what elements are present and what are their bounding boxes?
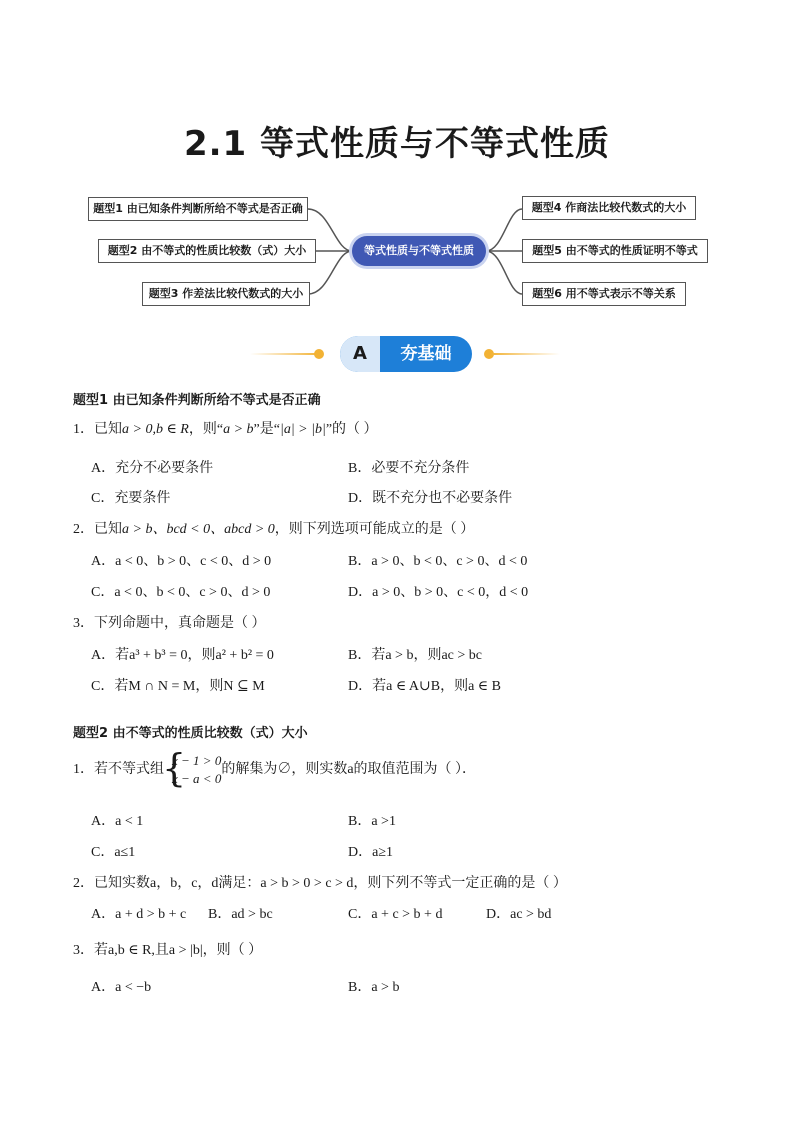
- s1-q1-p: a > b: [223, 422, 254, 437]
- s2-q1-option-c: C．a≤1: [91, 845, 136, 860]
- s1-q2-option-d: D．a > 0、b > 0、c < 0，d < 0: [348, 585, 529, 600]
- mindmap-topic-5: 题型5 由不等式的性质证明不等式: [522, 239, 708, 263]
- banner-label: 夯基础: [400, 344, 452, 364]
- s1-q1-option-b: B．必要不充分条件: [348, 461, 470, 476]
- mindmap-topic-6: 题型6 用不等式表示不等关系: [522, 282, 686, 306]
- s2-q1-option-b: B．a >1: [348, 814, 396, 829]
- s1-q1-mid2: ”是“: [253, 422, 280, 437]
- s2-q2-option-c: C．a + c > b + d: [348, 907, 443, 922]
- s1-q3-option-a: A．若a³ + b³ = 0，则a² + b² = 0: [91, 648, 274, 663]
- mindmap-topic-4: 题型4 作商法比较代数式的大小: [522, 196, 696, 220]
- s1-q2-option-b: B．a > 0、b < 0、c > 0、d < 0: [348, 554, 528, 569]
- inequality-system: [164, 752, 221, 788]
- page-title: 2.1 等式性质与不等式性质: [183, 124, 611, 164]
- s1-q1-option-c: C．充要条件: [91, 491, 171, 506]
- system-line-2: x − a < 0: [172, 771, 222, 786]
- s1-q1-option-d: D．既不充分也不必要条件: [348, 491, 513, 506]
- system-line-1: { x − 1 > 0: [172, 753, 222, 768]
- mindmap-topic-2: 题型2 由不等式的性质比较数（式）大小: [98, 239, 316, 263]
- s2-q2-option-d: D．ac > bd: [486, 907, 552, 922]
- section1-heading: 题型1 由已知条件判断所给不等式是否正确: [73, 393, 321, 408]
- banner-left-dot: [314, 349, 324, 359]
- s1-q2-post: ，则下列选项可能成立的是（ ）: [274, 522, 475, 537]
- s2-q3-stem: 3．若a,b ∈ R,且a > |b|，则（ ）: [73, 943, 263, 958]
- s2-q2-stem: 2．已知实数a，b，c，d满足：a > b > 0 > c > d，则下列不等式一定正确的是（ ）: [73, 876, 567, 891]
- s2-q1-pre: 1．若不等式组: [73, 762, 164, 778]
- s1-q3-option-d: D．若a ∈ A∪B，则a ∈ B: [348, 679, 502, 694]
- banner-left-line: [250, 353, 320, 355]
- mindmap-center: 等式性质与不等式性质: [352, 236, 486, 266]
- s1-q2-cond: a > b、bcd < 0、abcd > 0: [122, 522, 275, 537]
- mindmap-connectors: [0, 0, 794, 320]
- mindmap-topic-1: 题型1 由已知条件判断所给不等式是否正确: [88, 197, 308, 221]
- s2-q2-option-a: A．a + d > b + c: [91, 907, 187, 922]
- s2-q3-option-a: A．a < −b: [91, 980, 152, 995]
- mindmap-topic-3: 题型3 作差法比较代数式的大小: [142, 282, 310, 306]
- banner-letter: A: [340, 336, 380, 372]
- s1-q2-stem: [73, 518, 474, 538]
- s1-q1-stem: [73, 418, 378, 438]
- banner-right-line: [490, 353, 560, 355]
- s1-q1-mid: ，则“: [188, 422, 224, 437]
- s1-q3-stem: 3．下列命题中，真命题是（ ）: [73, 616, 266, 631]
- s2-q2-option-b: B．ad > bc: [208, 907, 273, 922]
- s1-q1-option-a: A．充分不必要条件: [91, 461, 214, 476]
- s1-q2-pre: 2．已知: [73, 522, 122, 537]
- section-banner: [250, 336, 560, 372]
- s1-q1-post: ”的（ ）: [325, 422, 378, 437]
- s2-q1-option-d: D．a≥1: [348, 845, 394, 860]
- s1-q2-option-c: C．a < 0、b < 0、c > 0、d > 0: [91, 585, 271, 600]
- s2-q1-post: 的解集为∅，则实数a的取值范围为（ ）．: [221, 762, 477, 778]
- s2-q1-stem: [73, 752, 476, 788]
- section2-heading: 题型2 由不等式的性质比较数（式）大小: [73, 726, 308, 741]
- s2-q1-option-a: A．a < 1: [91, 814, 144, 829]
- s1-q1-pre: 1．已知: [73, 422, 122, 437]
- s1-q3-option-b: B．若a > b，则ac > bc: [348, 648, 482, 663]
- s1-q2-option-a: A．a < 0、b > 0、c < 0、d > 0: [91, 554, 272, 569]
- s1-q1-cond: a > 0,b ∈ R: [122, 422, 189, 437]
- s1-q3-option-c: C．若M ∩ N = M，则N ⊆ M: [91, 679, 265, 694]
- s2-q3-option-b: B．a > b: [348, 980, 400, 995]
- banner-pill: [340, 336, 472, 372]
- s1-q1-q: |a| > |b|: [279, 422, 326, 437]
